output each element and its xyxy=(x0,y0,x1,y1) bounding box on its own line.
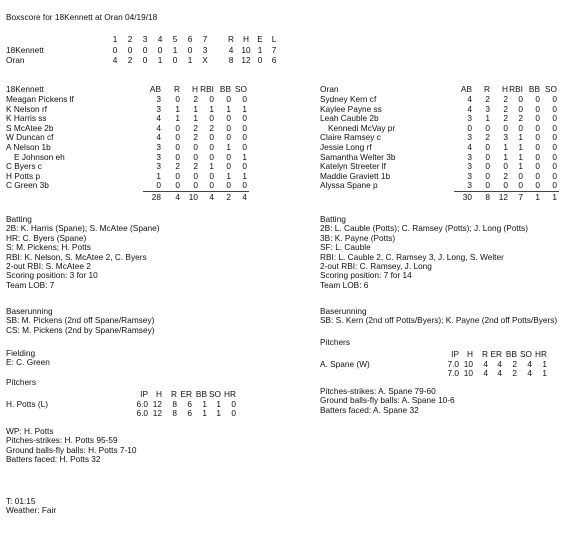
batting-column-header: H xyxy=(192,84,198,94)
player-stat: 1 xyxy=(209,103,214,114)
note-line: SB: M. Pickens (2nd off Spane/Ramsey) xyxy=(6,315,155,326)
player-stat: 2 xyxy=(193,132,198,143)
section-heading: Pitchers xyxy=(320,337,350,347)
player-stat: 0 xyxy=(209,170,214,181)
pitching-column-header: SO xyxy=(209,389,221,399)
note-line: Scoring position: 7 for 14 xyxy=(320,270,412,281)
player-name: C Green 3b xyxy=(6,180,49,191)
player-stat: 0 xyxy=(535,122,540,133)
player-name: A Nelson 1b xyxy=(6,142,51,152)
player-stat: 0 xyxy=(209,151,214,162)
linescore-header-cell: R xyxy=(228,34,234,44)
player-name: C Byers c xyxy=(6,161,42,172)
linescore-cell: 0 xyxy=(127,45,133,55)
note-line: CS: M. Pickens (2nd by Spane/Ramsey) xyxy=(6,324,155,335)
player-stat: 4 xyxy=(467,103,472,114)
batting-team-name: Oran xyxy=(320,84,339,94)
player-stat: 0 xyxy=(242,122,247,133)
linescore-cell: 7 xyxy=(271,45,277,55)
pitching-column-header: SO xyxy=(520,349,532,359)
player-stat: 0 xyxy=(552,170,557,181)
player-stat: 0 xyxy=(535,161,540,172)
pitcher-stat: 4 xyxy=(483,359,488,369)
player-name: K Nelson rf xyxy=(6,103,48,114)
player-stat: 1 xyxy=(242,151,247,162)
player-stat: 1 xyxy=(242,103,247,114)
linescore-header-cell: 4 xyxy=(157,34,163,44)
player-stat: 2 xyxy=(193,94,198,104)
page-title: Boxscore for 18Kennett at Oran 04/19/18 xyxy=(6,12,158,22)
linescore-cell: 1 xyxy=(172,45,178,55)
batting-column-header: R xyxy=(484,84,490,94)
batting-total: 30 xyxy=(462,192,472,202)
player-stat: 3 xyxy=(503,132,508,143)
player-stat: 0 xyxy=(535,151,540,162)
pitcher-stat: 1 xyxy=(216,399,221,409)
player-name: H Potts p xyxy=(6,170,41,181)
linescore-header-cell: L xyxy=(271,34,277,44)
batting-total: 1 xyxy=(552,192,557,202)
player-stat: 0 xyxy=(485,142,490,152)
linescore-header-cell: 2 xyxy=(127,34,133,44)
linescore-cell: 12 xyxy=(241,55,251,65)
note-line: WP: H. Potts xyxy=(6,426,54,436)
pitching-column-header: IP xyxy=(451,349,459,359)
section-heading: Batting xyxy=(6,214,32,224)
player-stat: 0 xyxy=(518,170,523,181)
pitcher-stat: 6.0 xyxy=(136,399,148,409)
player-stat: 3 xyxy=(467,132,472,143)
player-stat: 0 xyxy=(175,122,180,133)
player-stat: 2 xyxy=(503,170,508,181)
linescore-cell: 0 xyxy=(157,45,163,55)
player-stat: 0 xyxy=(242,132,247,143)
linescore-cell: 0 xyxy=(142,45,148,55)
player-stat: 2 xyxy=(209,122,214,133)
note-line: Pitches-strikes: H. Potts 95-59 xyxy=(6,435,118,446)
note-line: 2-out RBI: C. Ramsey, J. Long xyxy=(320,261,432,271)
player-stat: 4 xyxy=(156,122,161,133)
player-name: Claire Ramsey c xyxy=(320,132,381,143)
player-stat: 1 xyxy=(518,142,523,152)
linescore-cell: 0 xyxy=(112,45,118,55)
player-stat: 2 xyxy=(503,103,508,114)
pitching-column-header: HR xyxy=(224,389,236,399)
pitching-column-header: ER xyxy=(180,389,192,399)
batting-column-header: AB xyxy=(149,84,161,94)
player-stat: 0 xyxy=(552,113,557,124)
linescore-cell: X xyxy=(202,55,208,65)
player-name: Kennedi McVay pr xyxy=(328,122,396,133)
batting-column-header: RBI xyxy=(200,84,214,94)
player-stat: 1 xyxy=(242,170,247,181)
note-line: RBI: L. Cauble 2, C. Ramsey 3, J. Long, S. Welter xyxy=(320,251,504,262)
pitcher-stat: 10 xyxy=(463,359,473,369)
pitching-column-header: R xyxy=(171,389,177,399)
player-name: Samantha Welter 3b xyxy=(320,151,396,162)
player-stat: 3 xyxy=(485,103,490,114)
player-stat: 4 xyxy=(467,142,472,152)
linescore-header-cell: H xyxy=(243,34,249,44)
pitching-total: 1 xyxy=(202,408,207,419)
player-name: Katelyn Streeter lf xyxy=(320,161,386,172)
player-stat: 0 xyxy=(535,132,540,143)
linescore-cell: 0 xyxy=(257,55,263,65)
note-line: Scoring position: 3 for 10 xyxy=(6,270,98,281)
pitching-total: 4 xyxy=(527,368,532,379)
player-stat: 0 xyxy=(242,113,247,124)
player-name: K Harris ss xyxy=(6,113,47,124)
player-stat: 1 xyxy=(209,161,214,172)
linescore-team-name: Oran xyxy=(6,55,25,65)
linescore-cell: 4 xyxy=(228,45,234,55)
player-stat: 0 xyxy=(485,180,490,191)
section-heading: Fielding xyxy=(6,348,36,358)
note-line: RBI: K. Nelson, S. McAtee 2, C. Byers xyxy=(6,251,147,262)
linescore-header-cell: 5 xyxy=(172,34,178,44)
batting-total: 28 xyxy=(151,192,161,202)
pitching-column-header: IP xyxy=(140,389,148,399)
player-name: Jessie Long rf xyxy=(320,142,372,152)
footer-line: Weather: Fair xyxy=(6,505,57,516)
player-name: Alyssa Spane p xyxy=(320,180,378,191)
player-stat: 0 xyxy=(226,122,231,133)
note-line: E: C. Green xyxy=(6,357,50,368)
player-stat: 0 xyxy=(226,151,231,162)
player-stat: 1 xyxy=(226,103,231,114)
batting-column-header: SO xyxy=(235,84,247,94)
player-stat: 0 xyxy=(193,142,198,152)
pitching-column-header: BB xyxy=(505,349,517,359)
linescore-cell: 10 xyxy=(241,45,251,55)
player-stat: 0 xyxy=(552,151,557,162)
pitcher-stat: 12 xyxy=(152,399,162,409)
player-name: Meagan Pickens lf xyxy=(6,94,74,104)
note-line: 2B: L. Cauble (Potts); C. Ramsey (Potts); J. Long (Potts) xyxy=(320,223,528,234)
player-stat: 0 xyxy=(226,161,231,172)
player-stat: 0 xyxy=(535,94,540,104)
player-name: Leah Cauble 2b xyxy=(320,113,379,124)
player-stat: 1 xyxy=(226,142,231,152)
pitching-total: 10 xyxy=(463,368,473,379)
player-stat: 3 xyxy=(156,94,161,104)
pitching-total: 6 xyxy=(187,408,192,419)
batting-total: 1 xyxy=(535,192,540,202)
player-stat: 1 xyxy=(175,113,180,124)
player-stat: 0 xyxy=(552,180,557,191)
pitching-total: 7.0 xyxy=(447,368,459,379)
pitching-total: 8 xyxy=(172,408,177,419)
batting-column-header: H xyxy=(502,84,508,94)
player-stat: 1 xyxy=(518,161,523,172)
section-heading: Batting xyxy=(320,214,346,224)
player-name: S McAtee 2b xyxy=(6,122,54,133)
pitching-total: 0 xyxy=(231,408,236,419)
pitching-total: 2 xyxy=(512,368,517,379)
pitching-column-header: H xyxy=(156,389,162,399)
note-line: Batters faced: H. Potts 32 xyxy=(6,454,101,465)
pitcher-stat: 1 xyxy=(202,399,207,409)
player-stat: 0 xyxy=(156,180,161,191)
pitcher-stat: 4 xyxy=(527,359,532,369)
batting-total: 12 xyxy=(498,192,508,202)
pitcher-stat: 2 xyxy=(512,359,517,369)
player-stat: 3 xyxy=(467,170,472,181)
player-stat: 1 xyxy=(193,113,198,124)
pitching-column-header: R xyxy=(482,349,488,359)
batting-column-header: R xyxy=(174,84,180,94)
player-stat: 2 xyxy=(518,113,523,124)
player-stat: 3 xyxy=(467,180,472,191)
batting-total: 8 xyxy=(485,192,490,202)
batting-total: 4 xyxy=(242,192,247,202)
pitching-column-header: ER xyxy=(490,349,502,359)
batting-total: 10 xyxy=(188,192,198,202)
pitcher-stat: 7.0 xyxy=(447,359,459,369)
note-line: Team LOB: 6 xyxy=(320,279,369,290)
pitching-column-header: BB xyxy=(195,389,207,399)
pitcher-name: H. Potts (L) xyxy=(6,399,48,409)
player-stat: 0 xyxy=(193,180,198,191)
player-stat: 0 xyxy=(503,161,508,172)
linescore-header-cell: 7 xyxy=(202,34,208,44)
player-stat: 0 xyxy=(209,94,214,104)
player-stat: 0 xyxy=(175,94,180,104)
player-stat: 0 xyxy=(552,161,557,172)
player-stat: 0 xyxy=(535,170,540,181)
player-stat: 0 xyxy=(242,142,247,152)
batting-total: 2 xyxy=(226,192,231,202)
note-line: SB: S. Kern (2nd off Potts/Byers); K. Payne (2nd off Potts/Byers) xyxy=(320,315,558,326)
player-stat: 0 xyxy=(552,103,557,114)
pitcher-stat: 4 xyxy=(497,359,502,369)
note-line: 3B: K. Payne (Potts) xyxy=(320,232,396,243)
linescore-cell: 0 xyxy=(187,45,193,55)
pitcher-stat: 6 xyxy=(187,399,192,409)
player-stat: 0 xyxy=(209,113,214,124)
player-stat: 2 xyxy=(485,94,490,104)
linescore-header-cell: 6 xyxy=(187,34,193,44)
player-stat: 0 xyxy=(552,122,557,133)
player-stat: 0 xyxy=(552,94,557,104)
player-stat: 4 xyxy=(156,113,161,124)
linescore-cell: 2 xyxy=(127,55,133,65)
note-line: S: M. Pickens; H. Potts xyxy=(6,242,91,253)
player-stat: 2 xyxy=(485,132,490,143)
player-stat: 2 xyxy=(503,113,508,124)
batting-column-header: RBI xyxy=(509,84,523,94)
player-stat: 0 xyxy=(226,113,231,124)
note-line: Team LOB: 7 xyxy=(6,279,55,290)
player-stat: 1 xyxy=(485,113,490,124)
batting-total: 7 xyxy=(518,192,523,202)
player-name: Kaylee Payne ss xyxy=(320,103,382,114)
player-stat: 0 xyxy=(485,170,490,181)
player-stat: 0 xyxy=(175,142,180,152)
pitcher-stat: 1 xyxy=(542,359,547,369)
pitching-total: 1 xyxy=(216,408,221,419)
linescore-cell: 1 xyxy=(157,55,163,65)
player-stat: 0 xyxy=(485,151,490,162)
player-stat: 1 xyxy=(156,170,161,181)
player-stat: 1 xyxy=(193,103,198,114)
player-stat: 0 xyxy=(242,180,247,191)
player-name: E Johnson eh xyxy=(14,151,65,162)
note-line: Ground balls-fly balls: H. Potts 7-10 xyxy=(6,444,137,455)
pitcher-name: A. Spane (W) xyxy=(320,359,370,369)
player-stat: 3 xyxy=(156,142,161,152)
pitching-total: 6.0 xyxy=(136,408,148,419)
player-stat: 0 xyxy=(518,94,523,104)
player-stat: 0 xyxy=(535,103,540,114)
pitching-total: 1 xyxy=(542,368,547,379)
player-stat: 0 xyxy=(193,151,198,162)
player-stat: 0 xyxy=(552,142,557,152)
player-stat: 0 xyxy=(175,170,180,181)
footer-line: T: 01:15 xyxy=(6,496,36,506)
player-stat: 3 xyxy=(156,151,161,162)
player-stat: 0 xyxy=(175,151,180,162)
player-stat: 0 xyxy=(485,122,490,133)
note-line: HR: C. Byers (Spane) xyxy=(6,232,87,243)
linescore-header-cell: 1 xyxy=(112,34,118,44)
linescore-header-cell: 3 xyxy=(142,34,148,44)
pitcher-stat: 0 xyxy=(231,399,236,409)
player-stat: 1 xyxy=(518,151,523,162)
player-stat: 0 xyxy=(518,103,523,114)
player-name: Maddie Graviett 1b xyxy=(320,170,391,181)
linescore-cell: 0 xyxy=(172,55,178,65)
player-stat: 0 xyxy=(226,94,231,104)
pitching-total: 4 xyxy=(483,368,488,379)
batting-total: 4 xyxy=(209,192,214,202)
player-stat: 1 xyxy=(518,132,523,143)
player-name: Sydney Kern cf xyxy=(320,94,377,104)
linescore-cell: 3 xyxy=(202,45,208,55)
pitching-column-header: H xyxy=(467,349,473,359)
pitching-column-header: HR xyxy=(535,349,547,359)
batting-column-header: AB xyxy=(460,84,472,94)
linescore-team-name: 18Kennett xyxy=(6,45,44,55)
linescore-header-cell: E xyxy=(257,34,263,44)
player-stat: 3 xyxy=(467,161,472,172)
player-stat: 2 xyxy=(193,161,198,172)
section-heading: Pitchers xyxy=(6,377,36,387)
linescore-cell: 6 xyxy=(271,55,277,65)
batting-total: 4 xyxy=(175,192,180,202)
linescore-cell: 0 xyxy=(142,55,148,65)
player-stat: 4 xyxy=(467,94,472,104)
player-stat: 0 xyxy=(518,180,523,191)
section-heading: Baserunning xyxy=(320,306,367,316)
player-stat: 0 xyxy=(552,132,557,143)
note-line: 2-out RBI: S. McAtee 2 xyxy=(6,261,91,271)
player-stat: 4 xyxy=(156,132,161,143)
linescore-cell: 4 xyxy=(112,55,118,65)
player-stat: 3 xyxy=(156,161,161,172)
player-stat: 0 xyxy=(535,113,540,124)
player-stat: 0 xyxy=(535,142,540,152)
player-stat: 0 xyxy=(518,122,523,133)
note-line: SF: L. Cauble xyxy=(320,242,371,253)
batting-column-header: BB xyxy=(528,84,540,94)
player-stat: 0 xyxy=(175,180,180,191)
player-stat: 1 xyxy=(175,103,180,114)
section-heading: Baserunning xyxy=(6,306,53,316)
player-stat: 2 xyxy=(193,122,198,133)
note-line: Ground balls-fly balls: A. Spane 10-6 xyxy=(320,395,455,406)
note-line: Batters faced: A. Spane 32 xyxy=(320,404,419,415)
linescore-cell: 1 xyxy=(187,55,193,65)
player-stat: 0 xyxy=(226,180,231,191)
player-stat: 0 xyxy=(175,132,180,143)
player-stat: 0 xyxy=(242,161,247,172)
player-stat: 0 xyxy=(503,180,508,191)
batting-team-name: 18Kennett xyxy=(6,84,44,94)
player-stat: 0 xyxy=(467,122,472,133)
player-stat: 1 xyxy=(226,170,231,181)
batting-column-header: SO xyxy=(545,84,557,94)
player-stat: 0 xyxy=(485,161,490,172)
note-line: Pitches-strikes: A. Spane 79-60 xyxy=(320,386,436,396)
player-stat: 0 xyxy=(209,142,214,152)
player-stat: 1 xyxy=(503,142,508,152)
player-stat: 2 xyxy=(503,94,508,104)
pitching-total: 4 xyxy=(497,368,502,379)
player-stat: 0 xyxy=(242,94,247,104)
player-stat: 3 xyxy=(467,113,472,124)
linescore-cell: 8 xyxy=(228,55,234,65)
pitching-total: 12 xyxy=(152,408,162,419)
player-stat: 2 xyxy=(175,161,180,172)
linescore-cell: 1 xyxy=(257,45,263,55)
player-stat: 0 xyxy=(535,180,540,191)
player-stat: 1 xyxy=(503,151,508,162)
player-stat: 0 xyxy=(503,122,508,133)
note-line: 2B: K. Harris (Spane); S. McAtee (Spane) xyxy=(6,223,160,234)
player-stat: 0 xyxy=(226,132,231,143)
pitcher-stat: 8 xyxy=(172,399,177,409)
player-stat: 3 xyxy=(467,151,472,162)
player-stat: 3 xyxy=(156,103,161,114)
player-stat: 0 xyxy=(209,180,214,191)
batting-column-header: BB xyxy=(219,84,231,94)
player-stat: 0 xyxy=(209,132,214,143)
player-name: W Duncan cf xyxy=(6,132,54,143)
player-stat: 0 xyxy=(193,170,198,181)
